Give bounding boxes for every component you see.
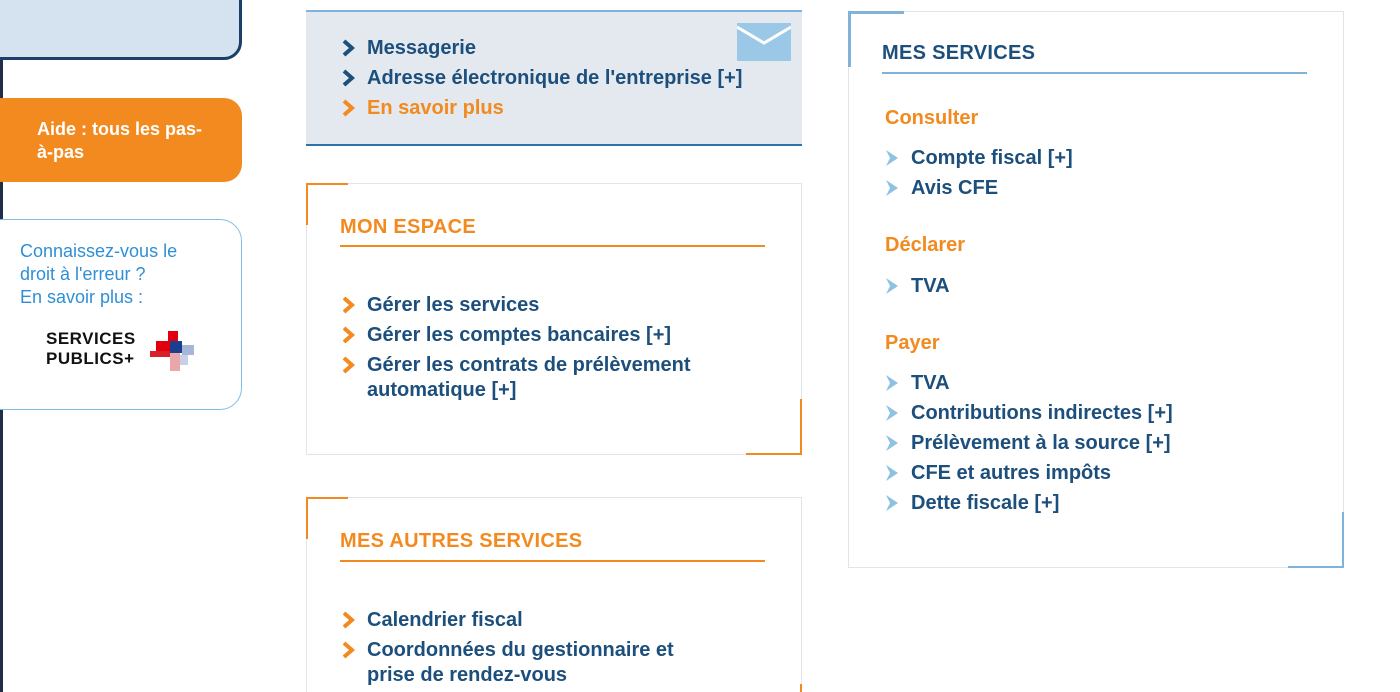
mes-services-title: MES SERVICES	[882, 42, 1036, 64]
link-label: Prélèvement à la source [+]	[911, 432, 1171, 454]
link-label: Gérer les comptes bancaires [+]	[367, 324, 672, 346]
chevron-right-icon	[885, 404, 899, 422]
prelevement-source-link[interactable]	[885, 431, 1171, 456]
compte-fiscal-link[interactable]	[885, 146, 1073, 171]
services-publics-logo[interactable]	[46, 329, 206, 375]
declarer-tva-link[interactable]	[885, 274, 950, 299]
info-text[interactable]	[20, 240, 230, 309]
chevron-right-icon	[341, 641, 355, 659]
envelope-icon	[737, 23, 791, 61]
messagerie-link[interactable]	[341, 36, 476, 61]
gerer-contrats-link[interactable]	[341, 353, 741, 403]
link-label: Adresse électronique de l'entreprise [+]	[367, 67, 743, 89]
declarer-heading: Déclarer	[885, 234, 966, 256]
chevron-right-icon	[885, 434, 899, 452]
logo-text-2: PUBLICS+	[46, 349, 135, 368]
chevron-right-icon	[885, 179, 899, 197]
coordonnees-gestionnaire-link[interactable]	[341, 638, 721, 688]
info-line[interactable]: En savoir plus :	[20, 287, 144, 307]
calendrier-fiscal-link[interactable]	[341, 608, 523, 633]
link-label: Compte fiscal [+]	[911, 147, 1073, 169]
link-label: TVA	[911, 372, 950, 394]
gerer-comptes-link[interactable]	[341, 323, 671, 348]
mon-espace-title: MON ESPACE	[340, 216, 476, 238]
link-label: Dette fiscale [+]	[911, 492, 1060, 514]
link-label: Calendrier fiscal	[367, 609, 523, 631]
chevron-right-icon	[341, 39, 355, 57]
adresse-electronique-link[interactable]	[341, 66, 742, 91]
info-line: droit à l'erreur ?	[20, 264, 146, 284]
chevron-right-icon	[341, 326, 355, 344]
services-publics-mark-icon	[150, 331, 198, 373]
payer-tva-link[interactable]	[885, 371, 950, 396]
chevron-right-icon	[341, 356, 355, 374]
payer-heading: Payer	[885, 332, 940, 354]
link-label: Coordonnées du gestionnaire et prise de rendez-vous	[367, 639, 674, 686]
link-label: Avis CFE	[911, 177, 999, 199]
gerer-services-link[interactable]	[341, 293, 539, 318]
link-label: CFE et autres impôts	[911, 462, 1112, 484]
chevron-right-icon	[885, 464, 899, 482]
link-label: Gérer les contrats de prélèvement automatique [+]	[367, 354, 691, 401]
chevron-right-icon	[885, 277, 899, 295]
dette-fiscale-link[interactable]	[885, 491, 1059, 516]
sidebar-top-box	[0, 0, 242, 60]
consulter-heading: Consulter	[885, 107, 979, 129]
avis-cfe-link[interactable]	[885, 176, 998, 201]
link-label: TVA	[911, 275, 950, 297]
mes-autres-services-title: MES AUTRES SERVICES	[340, 530, 583, 552]
link-label: Messagerie	[367, 37, 476, 59]
title-divider	[882, 72, 1307, 74]
chevron-right-icon	[341, 296, 355, 314]
chevron-right-icon	[341, 611, 355, 629]
help-button-label: Aide : tous les pas-à-pas	[37, 119, 203, 162]
chevron-right-icon	[885, 149, 899, 167]
contributions-indirectes-link[interactable]	[885, 401, 1173, 426]
link-label: Gérer les services	[367, 294, 540, 316]
title-divider	[340, 560, 765, 562]
en-savoir-plus-link[interactable]	[341, 96, 504, 121]
info-line: Connaissez-vous le	[20, 241, 178, 261]
link-label: Contributions indirectes [+]	[911, 402, 1173, 424]
chevron-right-icon	[341, 99, 355, 117]
logo-text-1: SERVICES	[46, 329, 136, 348]
title-divider	[340, 245, 765, 247]
chevron-right-icon	[341, 69, 355, 87]
cfe-autres-impots-link[interactable]	[885, 461, 1111, 486]
chevron-right-icon	[885, 374, 899, 392]
chevron-right-icon	[885, 494, 899, 512]
link-label: En savoir plus	[367, 97, 504, 119]
help-button[interactable]	[0, 98, 242, 182]
